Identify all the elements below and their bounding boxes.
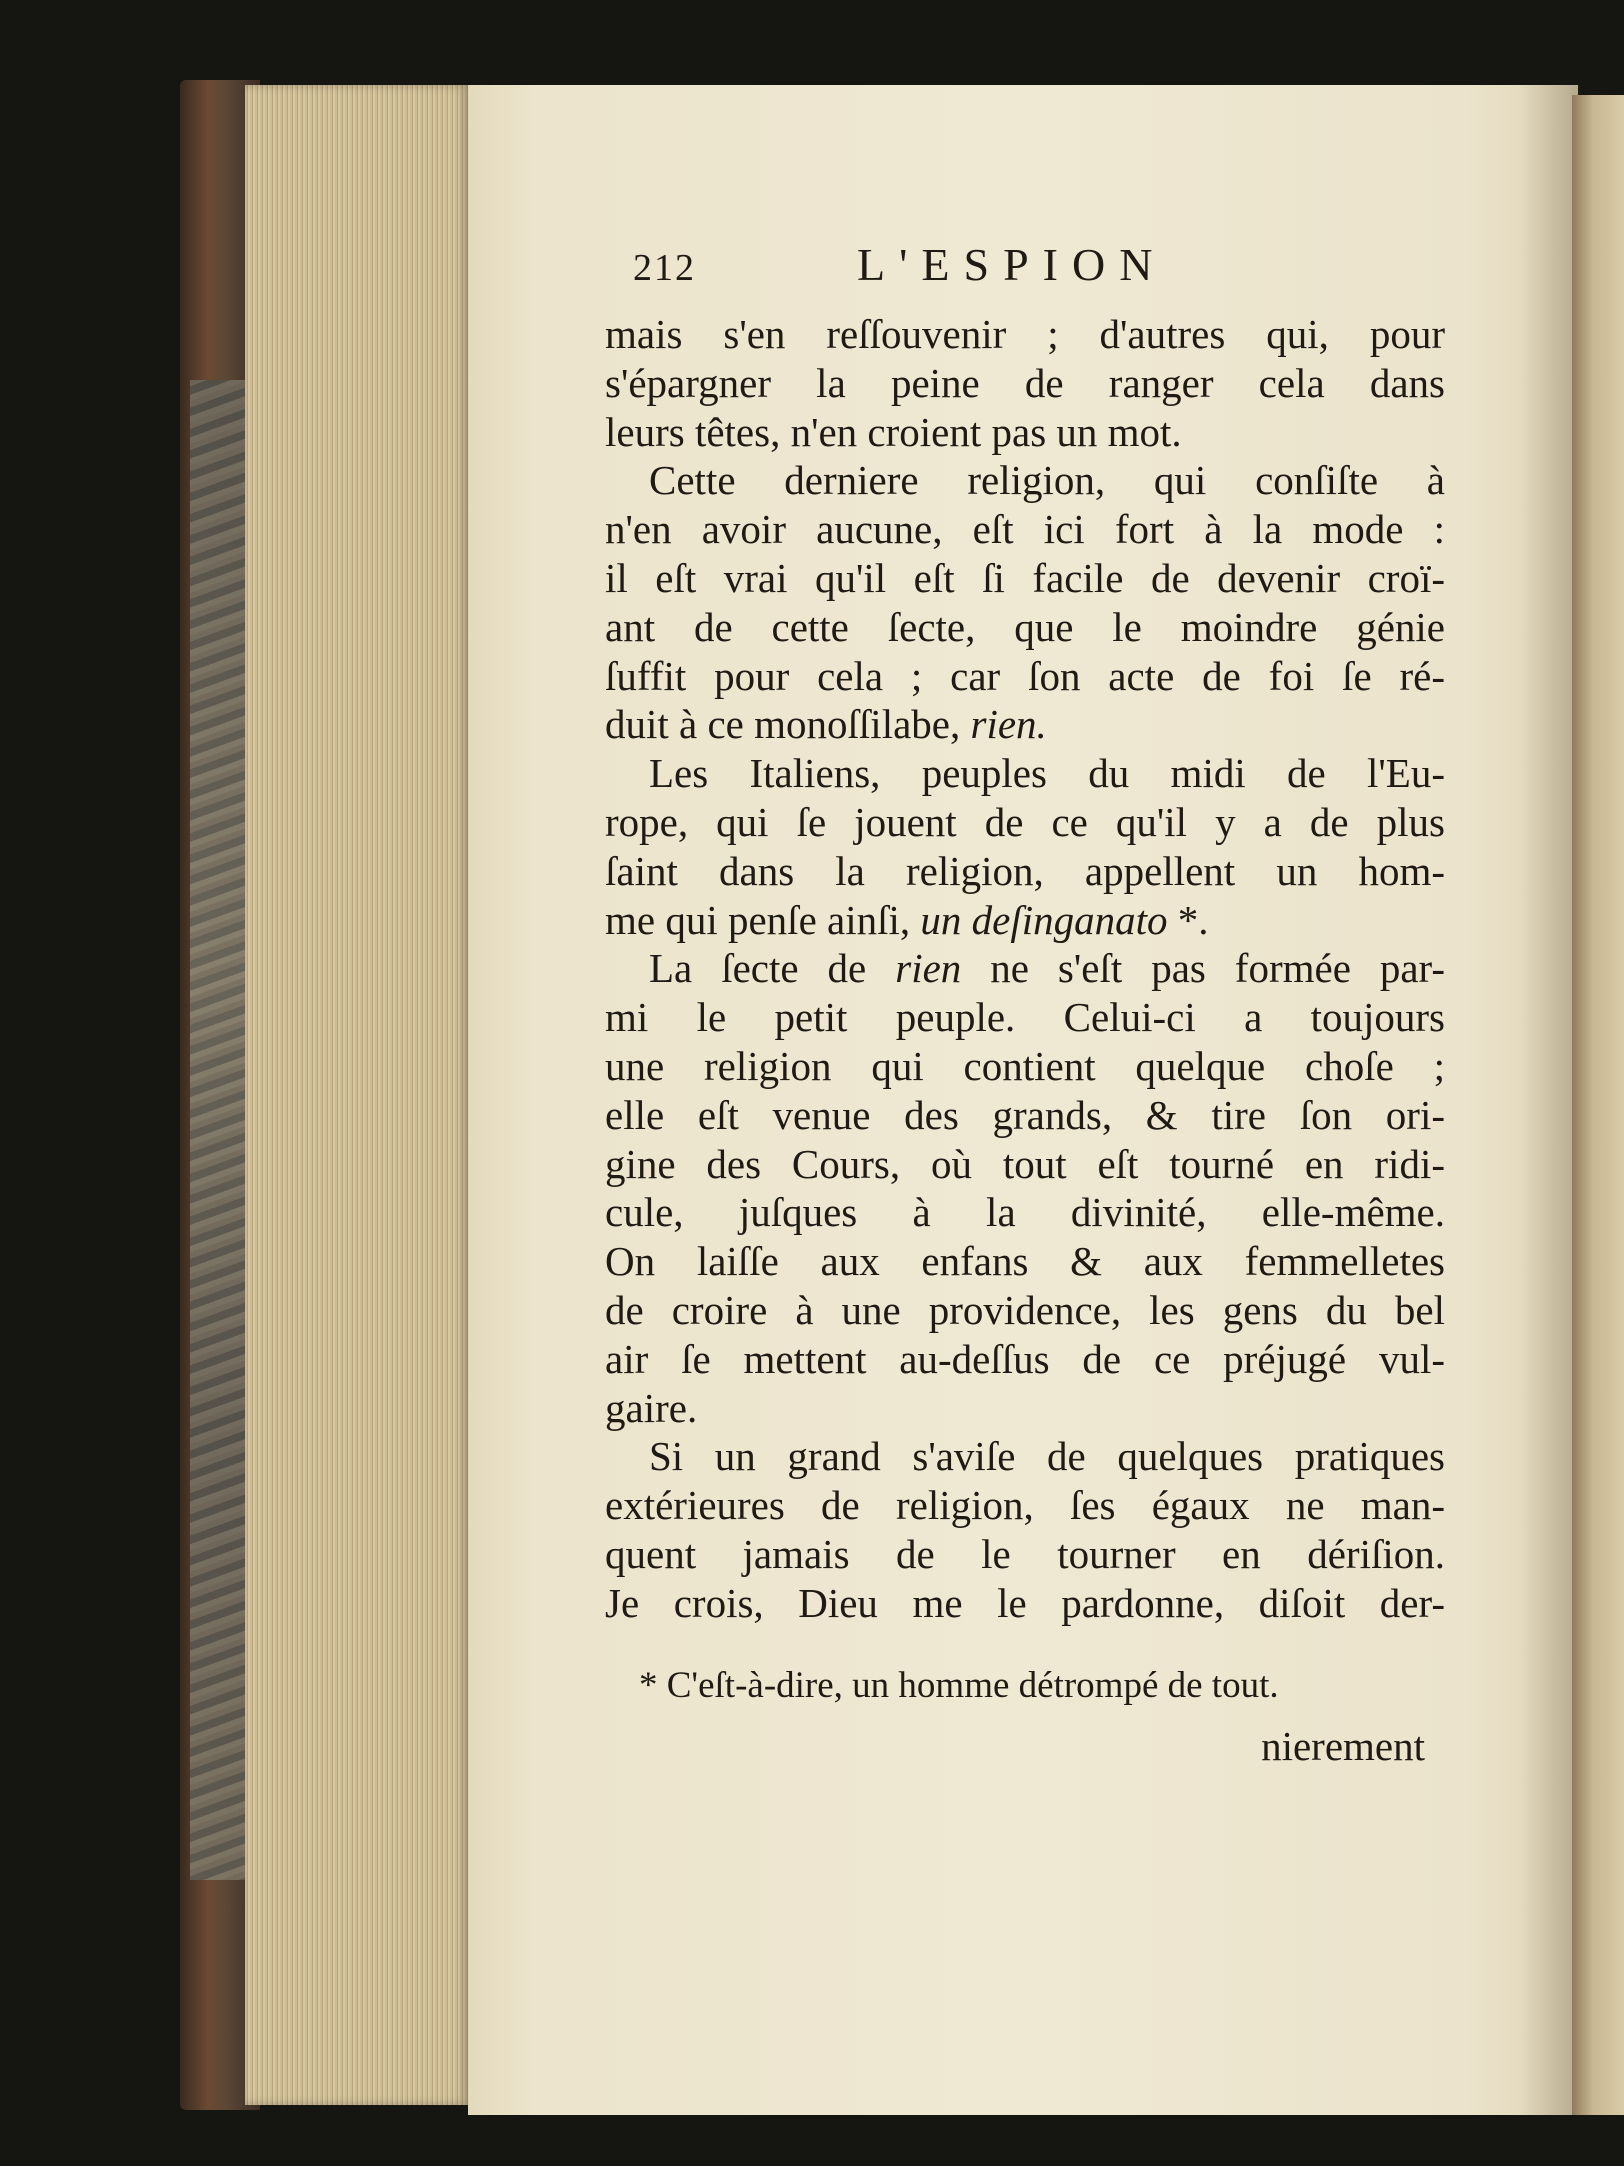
text-line: rope, qui ſe jouent de ce qu'il y a de plus xyxy=(605,798,1445,845)
text-line: On laiſſe aux enfans & aux femmelletes xyxy=(605,1238,1445,1285)
gutter-shadow xyxy=(1520,85,1580,2115)
text-line: ant de cette ſecte, que le moindre génie xyxy=(605,603,1445,650)
text-fragment: ſecte de xyxy=(721,945,867,992)
text-line: ſuffit pour cela ; car ſon acte de foi ſe ré- xyxy=(605,652,1445,699)
text-line: gine des Cours, où tout eſt tourné en ridi- xyxy=(605,1140,1445,1187)
text-block xyxy=(605,238,1445,1770)
text-line: leurs têtes, n'en croient pas un mot. xyxy=(605,408,1182,455)
text-fragment: ne s'eſt pas formée par- xyxy=(990,945,1446,992)
text-fragment: me qui penſe ainſi, xyxy=(605,896,911,943)
text-line xyxy=(605,944,1445,993)
text-line xyxy=(605,896,1445,945)
footnote-marker: *. xyxy=(1177,896,1209,943)
page-header xyxy=(605,238,1445,310)
italic-word: rien. xyxy=(970,701,1047,748)
text-line: extérieures de religion, ſes égaux ne man- xyxy=(605,1482,1445,1529)
text-fragment: La xyxy=(649,945,693,992)
text-line: air ſe mettent au-deſſus de ce préjugé vul- xyxy=(605,1335,1445,1382)
page-number: 212 xyxy=(633,247,696,289)
text-line: une religion qui contient quelque choſe ; xyxy=(605,1042,1445,1089)
facing-page-edge xyxy=(1572,95,1624,2115)
italic-phrase: un deſinganato xyxy=(920,896,1168,943)
text-line: cule, juſques à la divinité, elle-même. xyxy=(605,1189,1445,1236)
text-line xyxy=(605,700,1445,749)
text-line: elle eſt venue des grands, & tire ſon ori- xyxy=(605,1091,1445,1138)
text-line: Si un grand s'aviſe de quelques pratiques xyxy=(649,1433,1445,1480)
text-line: Je crois, Dieu me le pardonne, diſoit der- xyxy=(605,1579,1445,1626)
text-line: de croire à une providence, les gens du bel xyxy=(605,1286,1445,1333)
catchword: nierement xyxy=(1261,1722,1425,1769)
italic-word: rien xyxy=(895,945,962,992)
text-line: n'en avoir aucune, eſt ici fort à la mode : xyxy=(605,506,1445,553)
text-line: mi le petit peuple. Celui-ci a toujours xyxy=(605,994,1445,1041)
text-line: mais s'en reſſouvenir ; d'autres qui, pour xyxy=(605,311,1445,357)
footnote: * C'eſt-à-dire, un homme détrompé de tout. xyxy=(639,1664,1279,1706)
text-line: ſaint dans la religion, appellent un hom- xyxy=(605,847,1445,894)
text-line: Les Italiens, peuples du midi de l'Eu- xyxy=(649,750,1445,797)
text-line: gaire. xyxy=(605,1384,698,1431)
text-line: Cette derniere religion, qui conſiſte à xyxy=(649,457,1445,504)
marbled-cover xyxy=(190,380,250,1880)
text-line: il eſt vrai qu'il eſt ſi facile de devenir croï- xyxy=(605,554,1445,601)
text-fragment: duit à ce monoſſilabe, xyxy=(605,701,961,748)
running-title: L'ESPION xyxy=(857,239,1167,290)
text-line: quent jamais de le tourner en dériſion. xyxy=(605,1530,1445,1577)
text-line: s'épargner la peine de ranger cela dans xyxy=(605,359,1445,406)
page-edges xyxy=(245,85,470,2105)
